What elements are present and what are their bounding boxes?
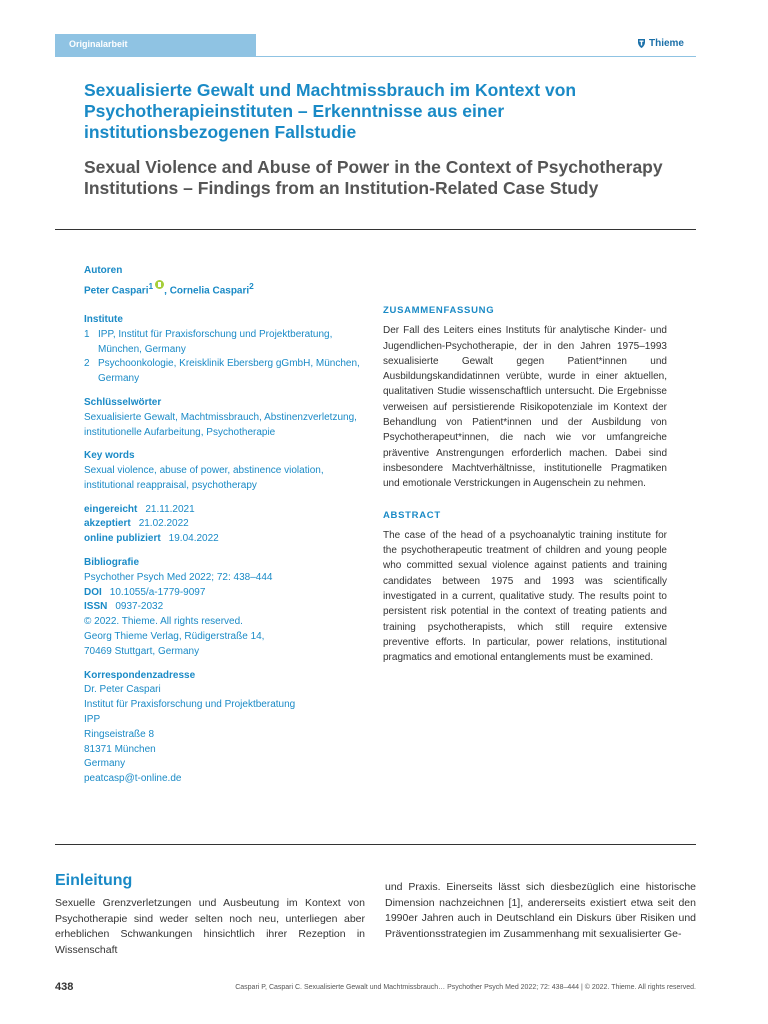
correspondence-line: Dr. Peter Caspari [84,684,161,696]
institute-number: 1 [84,328,90,340]
abstract-heading: ABSTRACT [383,509,441,521]
article-info-column [84,264,364,796]
submitted-date: eingereicht 21.11.2021 [84,503,195,515]
keywords-en-text: Sexual violence, abuse of power, abstinence violation, institutional reappraisal, psychotherapy [84,465,324,491]
keywords-de-text: Sexualisierte Gewalt, Machtmissbrauch, Abstinenzverletzung, institutionelle Aufarbeitung, Psychotherapie [84,411,357,438]
footer-citation: Caspari P, Caspari C. Sexualisierte Gewalt und Machtmissbrauch… Psychother Psych Med 2022; 72: 438–444 | © 2022. Thieme. All rights reserved. [235,984,696,991]
abstract-column [383,303,667,682]
publisher-name: Thieme [648,38,684,49]
correspondence-line: IPP [84,714,101,726]
author-1[interactable]: Peter Caspari [84,285,149,297]
institutes-block [84,313,364,387]
correspondence-email[interactable]: peatcasp@t-online.de [84,773,182,785]
thieme-logo-icon [637,38,646,49]
institutes-label: Institute [84,313,123,325]
institute-number: 2 [84,358,90,370]
body-rule [55,844,696,845]
copyright-line: © 2022. Thieme. All rights reserved. [84,616,243,628]
authors-label: Autoren [84,265,123,276]
bibliography-citation: Psychother Psych Med 2022; 72: 438–444 [84,571,273,583]
keywords-en-label: Key words [84,450,135,462]
bibliography-label: Bibliografie [84,557,140,569]
body-text-right: und Praxis. Einerseits lässt sich diesbezüglich eine historische Dimension nachzeichnen [1], andererseits existiert etwa seit den 1990er Jahren auch in Deutschland ein Diskurs über Risiken und Präventionsstrategien im Zusammenhang mit sexualisierter Ge- [385,881,696,940]
title-rule [55,229,696,230]
author-1-affiliation: 1 [148,280,154,291]
accepted-date: akzeptiert 21.02.2022 [84,518,189,530]
author-separator: , [164,285,170,297]
correspondence-block [84,669,364,787]
zusammenfassung-text: Der Fall des Leiters eines Instituts für analytische Kinder- und Jugendlichen-Psychotherapie, der in den Jahren 1975–1993 sexualisierte Gewalt gegen Patient*innen und Ausbildungskandidatinnen verübte, wurde in einer aktuellen, qualitativen Studie wissenschaftlich untersucht. Die Ergebnisse verweisen auf persistierende Risikopotenziale im Kontext der Behandlung von Patient*innen und der Ausbildung von Psychotherapeut*innen, die nach wie vor umfangreiche präventive Anstrengungen erforderlich machen. Dabei sind insbesondere Machtverhältnisse, institutionelle Pragmatiken und emotionale Verstrickungen in Augenschein zu nehmen. [383,325,667,490]
publisher-address-line: 70469 Stuttgart, Germany [84,645,200,657]
publisher-address-line: Georg Thieme Verlag, Rüdigerstraße 14, [84,631,265,643]
dates-block [84,503,364,547]
author-2-affiliation: 2 [249,280,254,291]
institute-text: IPP, Institut für Praxisforschung und Projektberatung, München, Germany [98,328,333,355]
correspondence-label: Korrespondenzadresse [84,669,196,681]
header-rule [55,56,696,57]
correspondence-line: Germany [84,758,126,770]
bibliography-block [84,556,364,660]
author-list [84,279,364,299]
institute-item [84,328,364,358]
body-text-left: Sexuelle Grenzverletzungen und Ausbeutung im Kontext von Psychotherapie sind weder selten noch neu, unterliegen aber erheblichen Schwankungen hinsichtlich ihrer Rezeption in Wissenschaft [55,897,365,956]
correspondence-line: Ringseistraße 8 [84,728,155,740]
publisher-logo [637,38,684,49]
keywords-de-block [84,396,364,440]
keywords-en-block [84,449,364,493]
institute-text: Psychoonkologie, Kreisklinik Ebersberg gGmbH, München, Germany [98,358,360,385]
zusammenfassung-heading: ZUSAMMENFASSUNG [383,305,495,316]
title-german: Sexualisierte Gewalt und Machtmissbrauch im Kontext von Psychotherapieinstituten – Erkenntnisse aus einer institutionsbezogenen Fallstudie [84,80,577,142]
correspondence-line: Institut für Praxisforschung und Projektberatung [84,699,296,711]
keywords-de-label: Schlüsselwörter [84,396,162,408]
doi-line[interactable]: DOI 10.1055/a-1779-9097 [84,586,206,598]
title-english: Sexual Violence and Abuse of Power in the Context of Psychotherapy Institutions – Findings from an Institution-Related Case Study [84,157,663,198]
author-2[interactable]: Cornelia Caspari [169,285,250,297]
published-date: online publiziert 19.04.2022 [84,533,219,545]
institute-item [84,357,364,387]
orcid-icon[interactable] [155,280,164,289]
section-label: Originalarbeit [55,34,256,56]
correspondence-line: 81371 München [84,743,156,755]
section-heading-einleitung: Einleitung [55,872,133,889]
authors-block [84,264,364,299]
page-number: 438 [55,981,74,993]
issn-line: ISSN 0937-2032 [84,601,164,613]
abstract-text: The case of the head of a psychoanalytic training institute for the psychotherapeutic treatment of children and young people who committed sexual violence against patients and training candidates between 1975 and 1993 was scientifically investigated in a current, qualitative study. The results point to persistent risk potential in the context of treating patients and training psychotherapists, which still require extensive preventive efforts. In particular, power relations, institutional pragmatics and emotional entanglements must be examined. [383,529,667,664]
